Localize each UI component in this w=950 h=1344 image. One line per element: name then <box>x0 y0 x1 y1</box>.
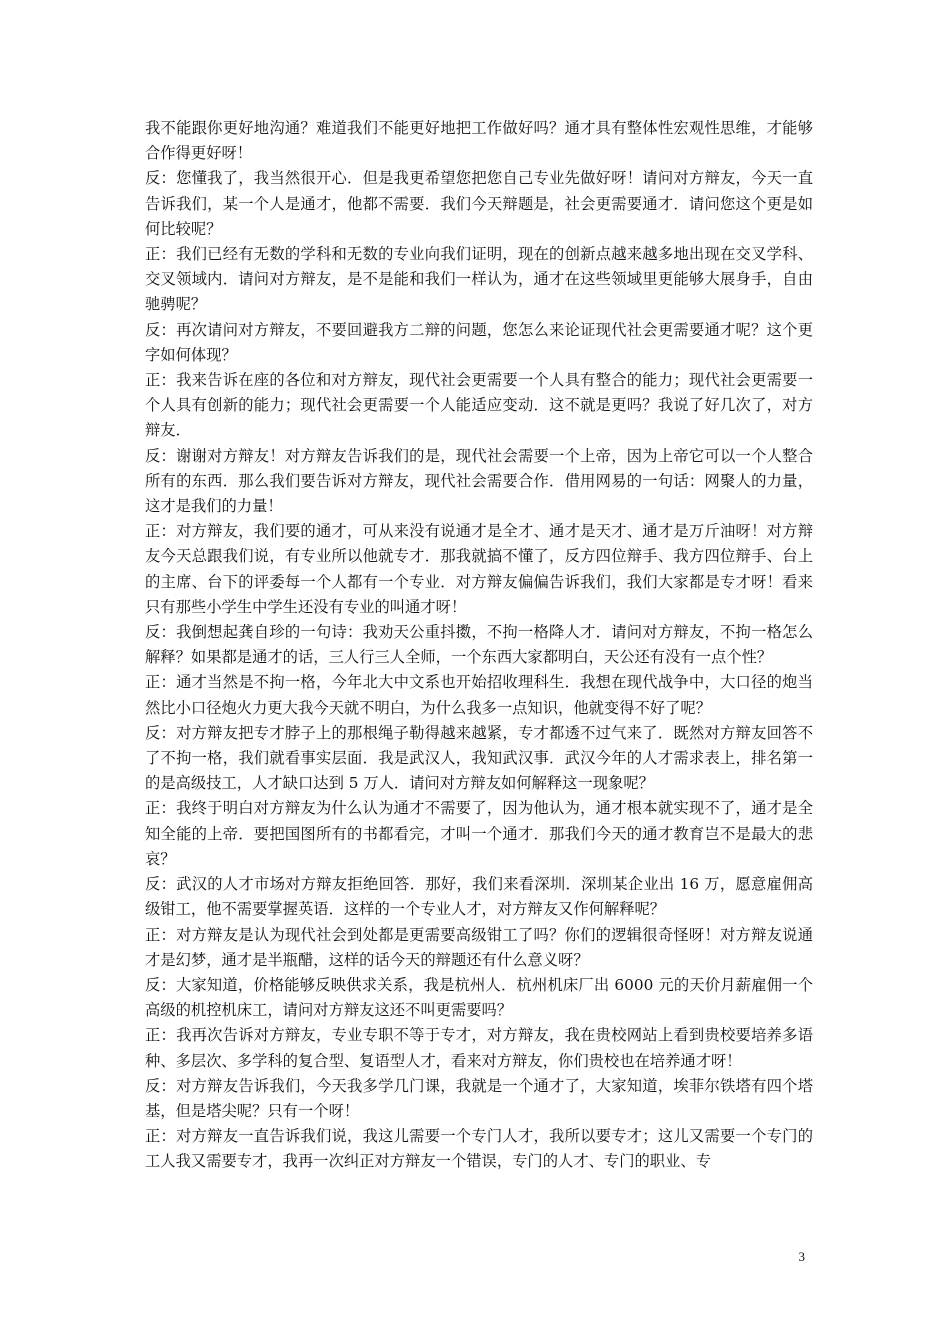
paragraph: 反：对方辩友把专才脖子上的那根绳子勒得越来越紧，专才都透不过气来了．既然对方辩友回答不了不拘一格，我们就看事实层面．我是武汉人，我知武汉事．武汉今年的人才需求表上，排名第一的是高级技工，人才缺口达到 5 万人．请问对方辩友如何解释这一现象呢？ <box>145 723 813 793</box>
paragraph: 反：大家知道，价格能够反映供求关系，我是杭州人．杭州机床厂出 6000 元的天价月薪雇佣一个高级的机控机床工，请问对方辩友这还不叫更需要吗？ <box>145 975 813 1020</box>
paragraph: 正：对方辩友，我们要的通才，可从来没有说通才是全才、通才是天才、通才是万斤油呀！对方辩友今天总跟我们说，有专业所以他就专才．那我就搞不懂了，反方四位辩手、我方四位辩手、台上的主席、台下的评委每一个人都有一个专业．对方辩友偏偏告诉我们，我们大家都是专才呀！看来只有那些小学生中学生还没有专业的叫通才呀！ <box>145 522 813 616</box>
paragraph: 正：对方辩友是认为现代社会到处都是更需要高级钳工了吗？你们的逻辑很奇怪呀！对方辩友说通才是幻梦，通才是半瓶醋，这样的话今天的辩题还有什么意义呀？ <box>145 925 813 969</box>
paragraph: 反：我倒想起龚自珍的一句诗：我劝天公重抖擞，不拘一格降人才．请问对方辩友，不拘一格怎么解释？如果都是通才的话，三人行三人全师，一个东西大家都明白，天公还有没有一点个性？ <box>145 623 813 667</box>
paragraph: 反：谢谢对方辩友！对方辩友告诉我们的是，现代社会需要一个上帝，因为上帝它可以一个人整合所有的东西．那么我们要告诉对方辩友，现代社会需要合作．借用网易的一句话：网聚人的力量，这才是我们的力量！ <box>145 446 813 516</box>
paragraph: 反：对方辩友告诉我们，今天我多学几门课，我就是一个通才了，大家知道，埃菲尔铁塔有四个塔基，但是塔尖呢？只有一个呀！ <box>145 1076 813 1120</box>
paragraph: 反：武汉的人才市场对方辩友拒绝回答．那好，我们来看深圳．深圳某企业出 16 万，愿意雇佣高级钳工，他不需要掌握英语．这样的一个专业人才，对方辩友又作何解释呢？ <box>145 875 813 919</box>
paragraph: 我不能跟你更好地沟通？难道我们不能更好地把工作做好吗？通才具有整体性宏观性思维，才能够合作得更好呀！ <box>145 119 813 163</box>
page-number: 3 <box>798 1249 805 1264</box>
paragraph: 正：我再次告诉对方辩友，专业专职不等于专才，对方辩友，我在贵校网站上看到贵校要培养多语种、多层次、多学科的复合型、复语型人才，看来对方辩友，你们贵校也在培养通才呀！ <box>145 1026 813 1070</box>
paragraph: 正：通才当然是不拘一格，今年北大中文系也开始招收理科生．我想在现代战争中，大口径的炮当然比小口径炮火力更大我今天就不明白，为什么我多一点知识，他就变得不好了呢？ <box>145 673 813 717</box>
paragraph: 反：您懂我了，我当然很开心．但是我更希望您把您自己专业先做好呀！请问对方辩友，今天一直告诉我们，某一个人是通才，他都不需要．我们今天辩题是，社会更需要通才．请问您这个更是如何比较呢？ <box>145 169 813 238</box>
paragraph: 正：我终于明白对方辩友为什么认为通才不需要了，因为他认为，通才根本就实现不了，通才是全知全能的上帝．要把国图所有的书都看完，才叫一个通才．那我们今天的通才教育岂不是最大的悲哀？ <box>145 799 813 868</box>
document-body <box>145 116 813 1175</box>
paragraph: 正：我们已经有无数的学科和无数的专业向我们证明，现在的创新点越来越多地出现在交叉学科、交叉领域内．请问对方辩友，是不是能和我们一样认为，通才在这些领域里更能够大展身手，自由驰骋呢？ <box>145 245 813 314</box>
paragraph: 正：对方辩友一直告诉我们说，我这儿需要一个专门人才，我所以要专才；这儿又需要一个专门的工人我又需要专才，我再一次纠正对方辩友一个错误，专门的人才、专门的职业、专 <box>145 1127 813 1171</box>
paragraph: 反：再次请问对方辩友，不要回避我方二辩的问题，您怎么来论证现代社会更需要通才呢？这个更字如何体现？ <box>145 320 813 364</box>
paragraph: 正：我来告诉在座的各位和对方辩友，现代社会更需要一个人具有整合的能力；现代社会更需要一个人具有创新的能力；现代社会更需要一个人能适应变动．这不就是更吗？我说了好几次了，对方辩友． <box>145 371 813 440</box>
